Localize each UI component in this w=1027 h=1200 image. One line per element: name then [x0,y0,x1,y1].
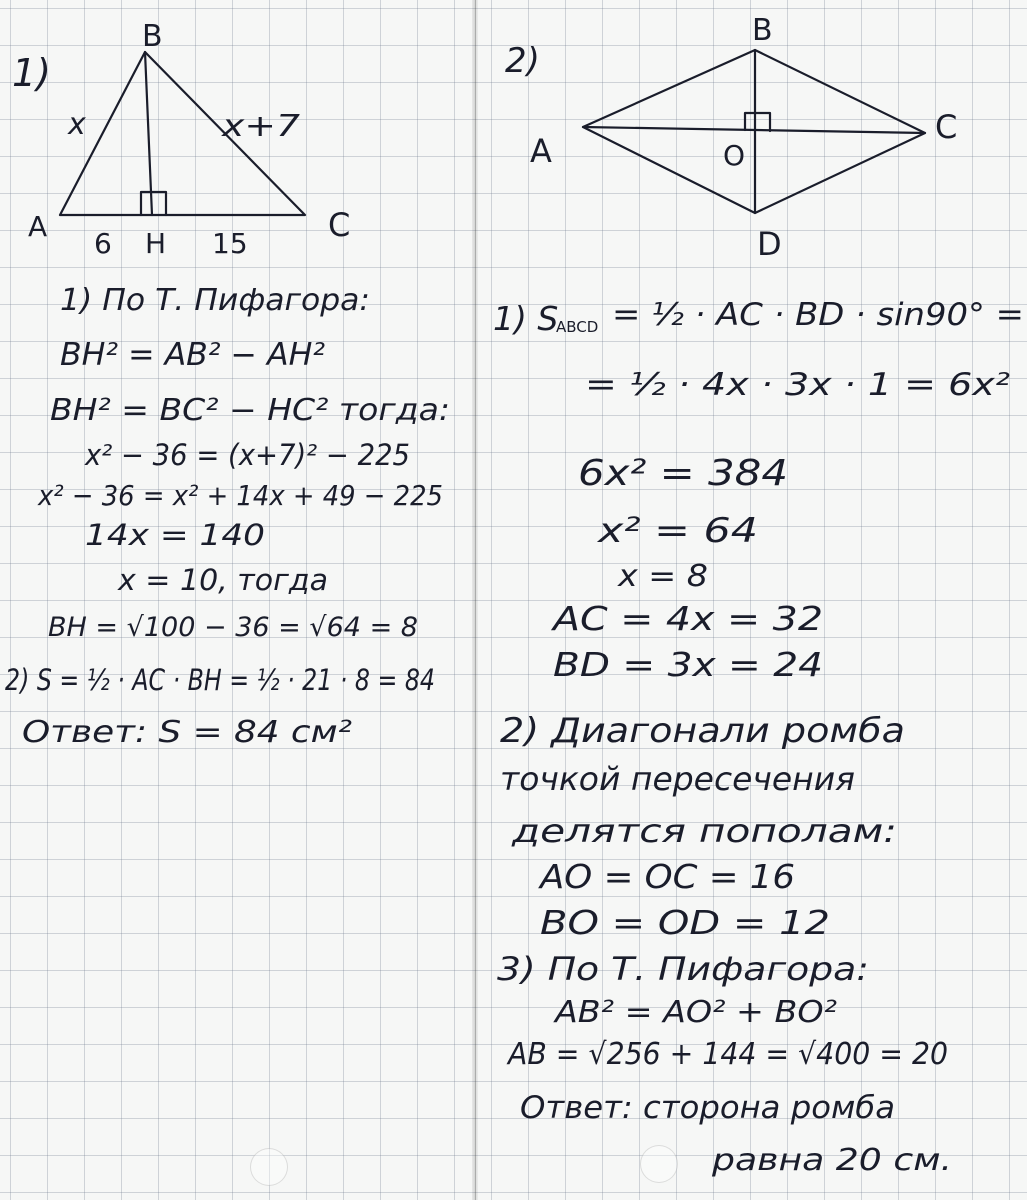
right-line-6: AC = 4x = 32 [550,599,823,638]
vertex-a-rhombus-label: A [530,132,552,170]
right-line-5: x = 8 [616,559,708,594]
paper-ring-hole [640,1145,678,1183]
problem-1-number: 1) [12,51,52,95]
vertex-c-rhombus-label: C [935,108,958,146]
left-line-2: BH² = AB² − AH² [60,337,325,373]
right-line-11: AO = OC = 16 [537,857,795,896]
left-line-4: x² − 36 = (x+7)² − 225 [84,438,410,472]
segment-ah-label: 6 [94,227,112,260]
vertex-c-label: C [328,206,351,244]
right-answer-2: равна 20 см. [710,1143,952,1178]
vertex-a-label: A [28,210,48,243]
left-line-5: x² − 36 = x² + 14x + 49 − 225 [37,479,443,512]
left-line-3: BH² = BC² − HC² тогда: [50,393,450,428]
right-line-9: точкой пересечения [500,760,855,798]
right-line-10: делятся пополам: [510,812,897,850]
right-line-13: 3) По Т. Пифагора: [497,950,869,988]
right-line-1b: = ½ · AC · BD · sin90° = [612,297,1024,333]
left-line-1: 1) По Т. Пифагора: [60,283,370,318]
right-line-2: = ½ · 4x · 3x · 1 = 6x² [585,367,1010,403]
left-answer: Ответ: S = 84 см² [22,715,352,750]
right-line-1-subscript: ABCD [556,318,599,336]
right-line-4: x² = 64 [596,511,758,551]
vertex-d-rhombus-label: D [757,225,782,263]
right-line-14: AB² = AO² + BO² [552,995,837,1030]
paper-ring-hole [250,1148,288,1186]
vertex-b-label: B [142,19,163,54]
left-line-6: 14x = 140 [85,518,265,552]
right-line-15: AB = √256 + 144 = √400 = 20 [506,1037,948,1072]
right-line-7: BD = 3x = 24 [553,645,823,684]
right-line-1a: 1) S [493,299,559,338]
right-line-12: BO = OD = 12 [540,903,830,942]
problem-2-number: 2) [505,41,540,81]
side-bc-label: x+7 [220,109,300,144]
segment-hc-label: 15 [212,227,248,260]
foot-h-label: H [145,227,167,260]
right-line-8: 2) Диагонали ромба [500,711,905,751]
left-line-8: BH = √100 − 36 = √64 = 8 [48,612,419,643]
vertex-b-rhombus-label: B [752,13,773,48]
side-ab-label: x [68,107,86,142]
right-line-3: 6x² = 384 [578,453,788,494]
right-answer-1: Ответ: сторона ромба [520,1090,895,1126]
center-o-label: O [723,139,746,172]
left-line-7: x = 10, тогда [116,563,328,597]
left-line-9: 2) S = ½ · AC · BH = ½ · 21 · 8 = 84 [5,663,435,697]
